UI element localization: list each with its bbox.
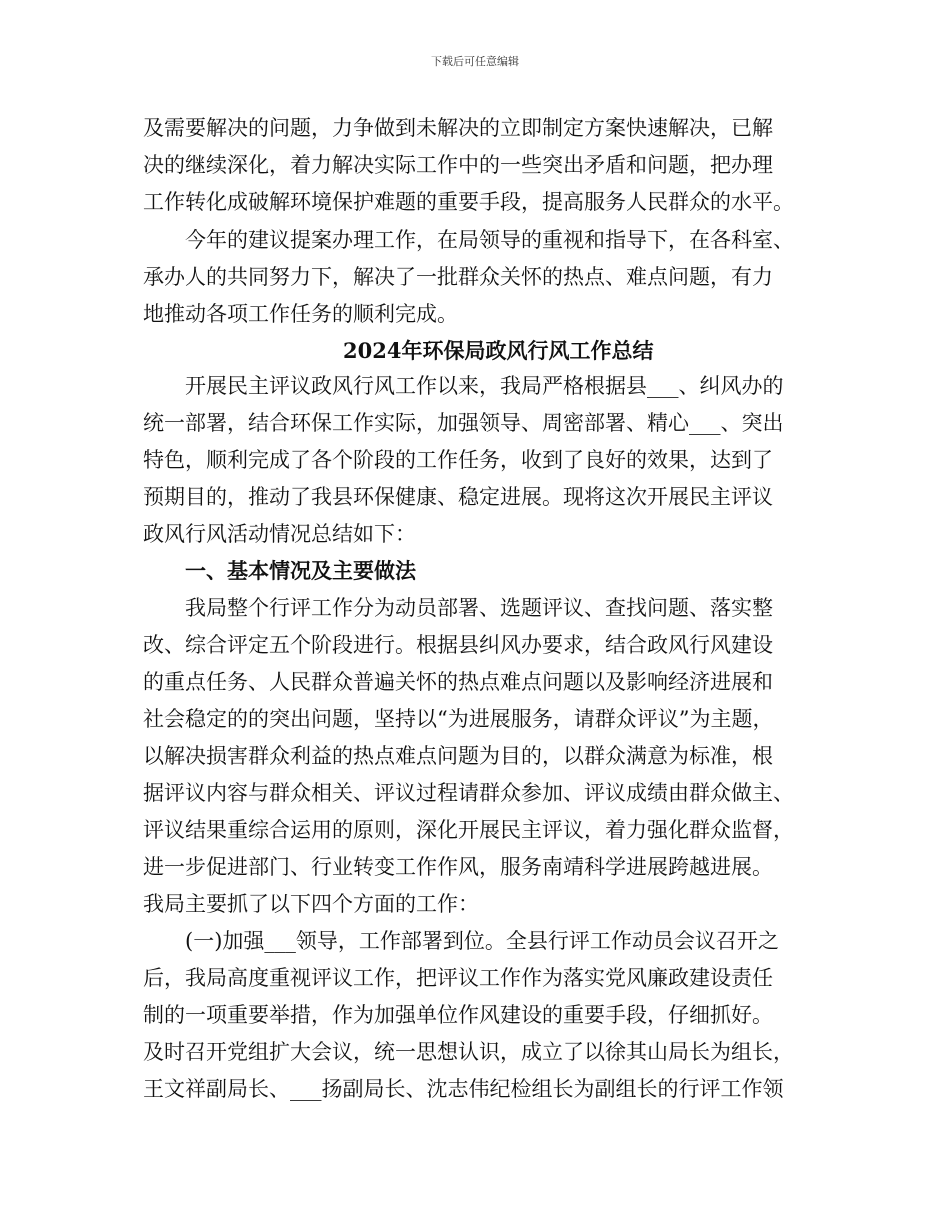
section-heading: 一、基本情况及主要做法 <box>143 559 416 583</box>
paragraph-line: 统一部署，结合环保工作实际，加强领导、周密部署、精心___、突出 <box>143 411 784 435</box>
paragraph-line: 后，我局高度重视评议工作，把评议工作作为落实党风廉政建设责任 <box>143 966 773 990</box>
paragraph-line: 承办人的共同努力下，解决了一批群众关怀的热点、难点问题，有力 <box>143 265 773 289</box>
paragraph-line: 的重点任务、人民群众普遍关怀的热点难点问题以及影响经济进展和 <box>143 670 773 694</box>
paragraph-line: 预期目的，推动了我县环保健康、稳定进展。现将这次开展民主评议 <box>143 485 773 509</box>
paragraph-line: 地推动各项工作任务的顺利完成。 <box>143 302 458 326</box>
paragraph-line: 进一步促进部门、行业转变工作作风，服务南靖科学进展跨越进展。 <box>143 855 773 879</box>
paragraph-line: 评议结果重综合运用的原则，深化开展民主评议，着力强化群众监督， <box>143 818 794 842</box>
paragraph-line: 我局整个行评工作分为动员部署、选题评议、查找问题、落实整 <box>143 596 773 620</box>
paragraph-line: 王文祥副局长、___扬副局长、沈志伟纪检组长为副组长的行评工作领 <box>143 1077 784 1101</box>
document-title: 2024年环保局政风行风工作总结 <box>343 338 654 363</box>
paragraph-line: 决的继续深化，着力解决实际工作中的一些突出矛盾和问题，把办理 <box>143 153 773 177</box>
paragraph-line: 据评议内容与群众相关、评议过程请群众参加、评议成绩由群众做主、 <box>143 781 794 805</box>
paragraph-line: 我局主要抓了以下四个方面的工作： <box>143 892 479 916</box>
paragraph-line: 以解决损害群众利益的热点难点问题为目的，以群众满意为标准，根 <box>143 744 773 768</box>
paragraph-line: 政风行风活动情况总结如下： <box>143 522 416 546</box>
paragraph-line: 社会稳定的的突出问题，坚持以“为进展服务，请群众评议”为主题， <box>143 707 774 731</box>
paragraph-line: 开展民主评议政风行风工作以来，我局严格根据县___、纠风办的 <box>143 374 784 398</box>
paragraph-line: 特色，顺利完成了各个阶段的工作任务，收到了良好的效果，达到了 <box>143 448 773 472</box>
paragraph-line: 及时召开党组扩大会议，统一思想认识，成立了以徐其山局长为组长， <box>143 1040 794 1064</box>
paragraph-line: (一)加强___领导，工作部署到位。全县行评工作动员会议召开之 <box>143 929 779 953</box>
paragraph-line: 今年的建议提案办理工作，在局领导的重视和指导下，在各科室、 <box>143 228 794 252</box>
paragraph-line: 改、综合评定五个阶段进行。根据县纠风办要求，结合政风行风建设 <box>143 633 773 657</box>
paragraph-line: 及需要解决的问题，力争做到未解决的立即制定方案快速解决，已解 <box>143 116 773 140</box>
paragraph-line: 工作转化成破解环境保护难题的重要手段，提高服务人民群众的水平。 <box>143 190 794 214</box>
page-header: 下载后可任意编辑 <box>431 55 519 68</box>
paragraph-line: 制的一项重要举措，作为加强单位作风建设的重要手段，仔细抓好。 <box>143 1003 773 1027</box>
